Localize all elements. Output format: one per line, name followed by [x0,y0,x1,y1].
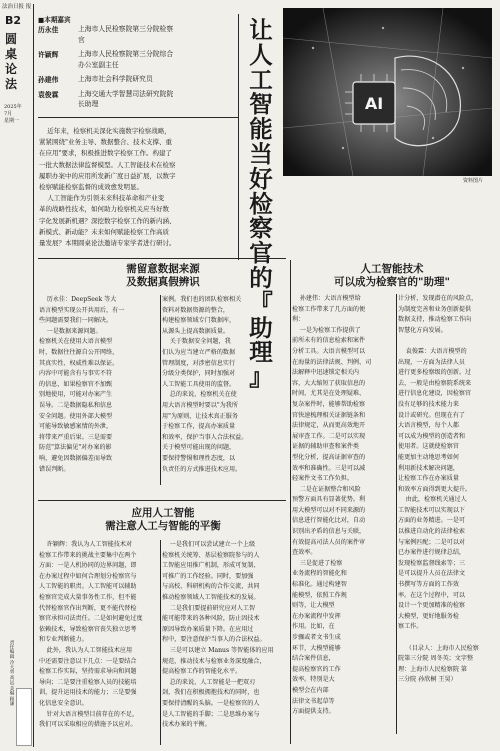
guest-name: 历永佳 [38,26,59,34]
title-char: 检 [249,189,273,218]
ai-chip-illustration [283,8,492,176]
section-assistant-col2: 计分析，发现潜在的风险点， 为制度完善和业务创新提供 数据支持，推动检察工作向 智慧化方向发展。 袁俊霖：大语言模型的 出现，一方面为法律人员 进行更多检察级的创新。过 去，一般是由检察院系统来 进行信息化建设，因检察官 没有足够的技术能力来 设计或研究。但现在有了 大语言模型，每个人都 可以成为模型的创造者和 使用者。这就使检察官 能更加主动地思考如何 利用新技术解决问题， 让检察工作在办案质量 和效率方面得到更大提升。 由此，检察机关通过人 工智能技术可以实现以下 方面的业务精进。一是可 以推进自动化的法律检索 与案例匹配；二是可以对 已办案件进行规律总结， 发现检察监督线索等；三 是可以提升人员在法律文 书撰写等方面的工作效 率。在这个过程中，可以 设计一个更加精准的检察 大模型，更好地服务检 察工作。 （目录人：上海市人民检察 院第三分院 周冬英；文字整 理：上海市人民检察院 第 三分院 孙欣桐 王昊） [398,295,479,684]
guest-name: 孙建伟 [38,76,59,84]
title-char: 智 [249,90,273,119]
title-char: 人 [249,40,273,69]
page-number: B2 [5,14,22,27]
guest-name: 袁俊霖 [38,90,59,99]
col-divider-b [160,295,161,485]
col-divider-a [238,14,239,260]
col-divider-d [396,294,397,734]
masthead-divider [33,4,34,747]
section-balance-col2: 一是我们可以尝试建立一个上级 检察机关统筹、基层检察院参与的人 工智能应用推广机制，形成可复制、 可推广的工作经验。同时，要加强 与高校、科研机构的合作交流，共同 推动检察领域人工智能技术的发展。 二是我们要提前研究应对人工智 能可能带来的各种风险，防止因技术 原因导致办案质量下降。在应用过 程中，要注意保护当事人的合法权益。 三是可以建立 Manus 等智能体的应用 规范，推动技术与检察业务深度融合， 提高检察工作的智能化水平。 总的来说，人工智能是一把双刃 剑，我们在积极拥抱技术的同时，也 要保持清醒的头脑。一是检察官的人 是人工智能的手脚；二是思维办案与 技术办案的平衡。 [162,541,274,729]
hero-caption: 资料图片 [463,178,484,184]
section-data-col2: 案例。我们也的团队检察相关 资料对数据资源的整合， 构建检察领域专门数据库， 从源头上提高数据质量。 关于数据安全问题，我 们认为应当建立严格的数据 管理制度，对涉密信息实行 分级分类保护，同时加强对 人工智能工具使用的监督。 总的来说，检察机关在使 用大语言模型时要以"为我所 用"为原则，让技术真正服务 于检察工作，提高办案质量 和效率，保护当事人合法权益。 关于模型可能出现的问题， 要保持警惕和理性态度，以 负责任的方式推进技术应用。 [162,296,248,473]
guest-affiliation: 上海市社会科学院研究员 [78,75,153,83]
title-char: 能 [249,115,273,144]
title-char: 察 [249,214,273,243]
guest-affiliation: 上海市人民检察院第三分院检察 官 [78,25,174,44]
title-char: 』 [249,363,273,392]
title-char: 理 [249,338,273,367]
title-char: 让 [249,16,273,44]
guests-header: ■本期嘉宾 [38,16,71,24]
right-col-divider [290,260,291,744]
col-divider-c [160,540,161,745]
svg-text:AI: AI [364,94,384,113]
title-char: 当 [249,139,273,168]
section-heading-assistant: 人工智能技术 可以成为检察官的"助理" [334,263,450,288]
section-assistant-col1: 孙建伟：大语言模型给 检察工作带来了几方面的便 利： 一是为检察工作提供了 前所未有的信息检索和案件 分析工具。大语言模型可以 在海量的法律法规、判例、司 法解释中迅速锁定相关内 容，大大缩短了获取信息的 时间，尤其是在处理疑难、 复杂案件时，能够帮助检察 官快速梳理相关证据链条和 法律规定，从而更高效地开 展审查工作。二是可以实现 证据的辅助审查和案件类 型化分析，提高证据审查的 效率和准确性。三是可以减 轻案件文书工作负担。 二是在证据整合和风险 预警方面具有显著优势。利 用大模型可以对不同来源的 信息进行智能化比对，自动 识别出矛盾的信息与关联， 有效提高司法人员的案件审 查效率。 三是促进了检察 业务流程的智能化和 标准化。通过构建智 能模型，依照工作规 则等，让大模型 在办案流程中发挥 作用。比如，在 步骤或者文书生成 环节，大模型能够 结合案件信息， 提高检察官的工作 效率。特别是大 模型会在内部 法律文书起草等 方面提供支持。 [292,295,372,716]
title-char: 好 [249,164,273,193]
guest-name: 许颖辉 [38,51,59,59]
section-heading-data: 需留意数据来源 及数据真假辨识 [126,263,200,288]
section-data-col1: 历永佳：DeepSeek 等大 语言模型实现公开共用后，有一 些问题需要我们一同解决。 一是数据来源问题。 检察机关在使用大语言模型 时，数据往往源自公开网络， 其真实性、权威性难以保证。 内容中可能含有与事实不符 的信息，如果检察官不加甄 别地使用，可能对办案产生 误导。二是数据隐私和信息 安全问题。使用外部大模型 可能导致敏感案情的外泄， 将带来严重后果。三是需要 防范"算法偏见"对办案的影 响，避免因数据偏差而导致 错误判断。 [39,296,125,473]
left-block-divider [38,258,286,259]
section-heading-balance: 应用人工智能 需注意人工与智能的平衡 [105,507,221,532]
guest-affiliation: 上海市人民检察院第三分院综合 办公室副主任 [78,50,174,69]
editor-credit: 责任编辑 冷大勇 高远 美编 顾谦 [9,640,14,706]
left-masthead-strip [0,0,34,751]
scan-sticker [16,688,32,746]
main-title [246,18,276,390]
title-char: 助 [249,313,273,342]
section-balance-col1: 许颖辉：我认为人工智能技术对 检察工作带来的挑战主要集中在两个 方面：一是人机协同的边界问题，即 在办案过程中如何合理划分检察官与 人工智能的职责。人工智能可以辅助 检察官完成大量事务性工作，但不能 代替检察官作出判断，更不能代替检 察官承担司法责任。二是如何避免过度 依赖技术，导致检察官丧失独立思考 和专业判断能力。 此外，我认为人工智能技术应用 中还需要注意以下几点：一是要结合 检察工作实际，坚持需求导向和问题 导向；二是要注重检察人员的技能培 训，提升运用技术的能力；三是要强 化信息安全意识。 针对大语言模型目前存在的不足， 我们可以采取相应的措施予以应对。 [39,541,143,729]
title-char: 工 [249,65,273,94]
issue-date: 2025年 7月 星期一 [4,104,22,124]
title-char: 官 [249,239,273,268]
guests-divider [38,117,238,118]
paper-name: 法治日报 报 [2,4,32,10]
title-char: 『 [249,288,273,317]
hero-image [283,8,492,176]
guests-box [38,14,238,24]
section-name: 圆桌论法 [5,32,18,91]
guest-affiliation: 上海交通大学智慧司法研究院院 长助理 [78,89,174,108]
lower-left-divider [38,500,286,501]
intro-paragraph: 近年来，检察机关深化实施数字检察战略， 紧紧围绕"业务主导、数据整合、技术支撑、重 在应用"要求，积极推进数字检察工作。构建了 一批大数据法律监督模型。人工智能技术在检察 履职办案中的应用所发新广度日益扩展，以数字 检察赋能检察监督的成效愈发明显。 人工智能作为引领未来科技革命和产业变 革的战略性技术，如何助力检察机关应当好数 字化发展新机遇？深挖数字检察工作的新内涵、 新模式、新动能？未来如何赋能检察工作高质 量发展？本期圆桌论法邀请专家学者进行研讨。 [39,127,176,248]
title-char: 的 [249,263,273,292]
